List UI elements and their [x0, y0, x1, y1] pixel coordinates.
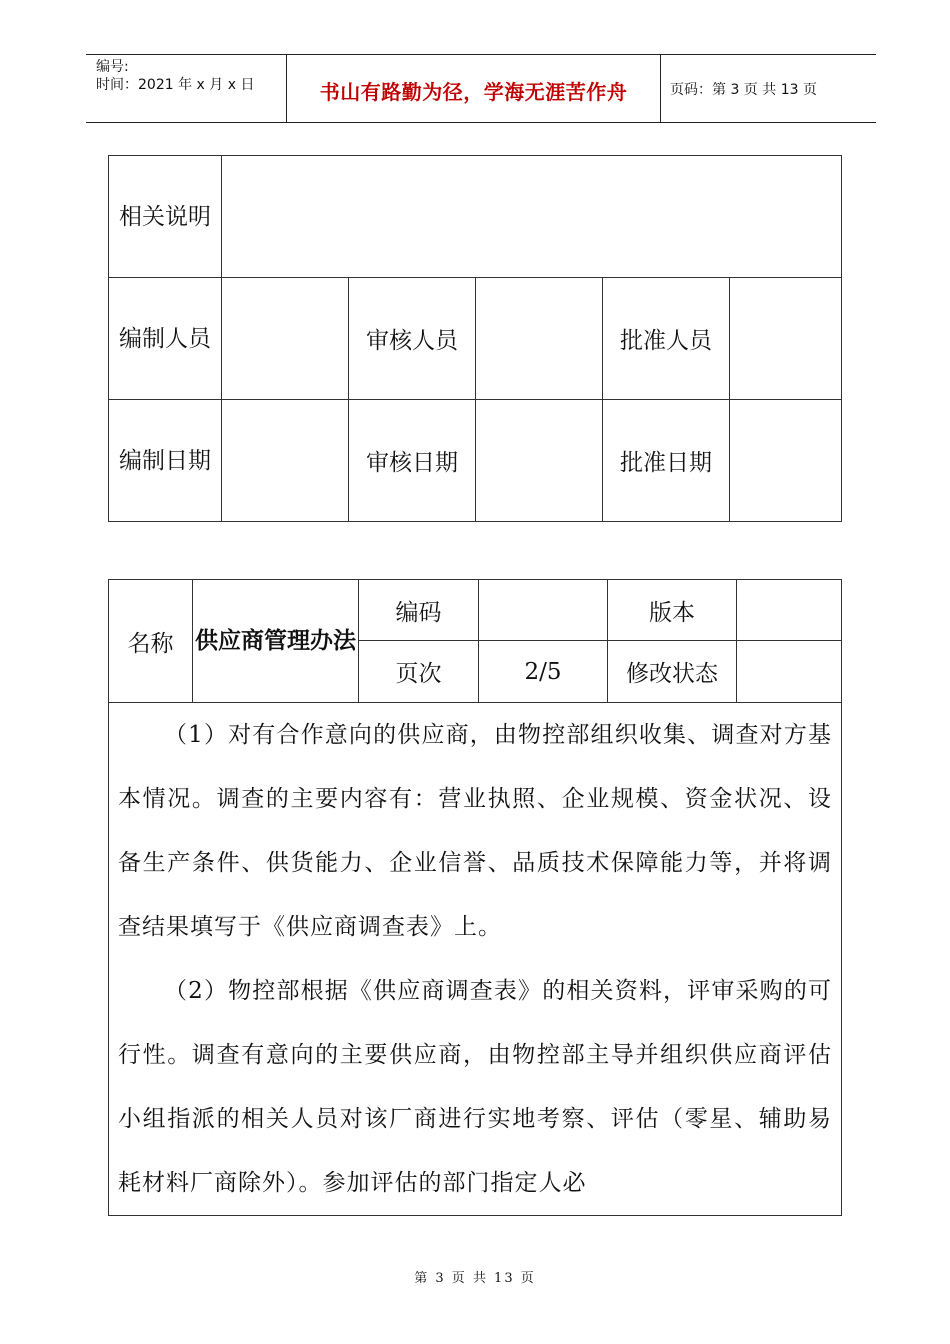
page-label: 页次: [359, 641, 479, 703]
serial-label: 编号:: [96, 59, 129, 75]
compiler-value-cell[interactable]: [222, 278, 349, 400]
revision-value[interactable]: [737, 641, 842, 703]
compiler-label: 编制人员: [119, 325, 211, 352]
name-label: 名称: [109, 580, 193, 703]
header-divider: [660, 54, 661, 122]
review-date-value-cell[interactable]: [476, 400, 603, 522]
compile-date-label: 编制日期: [119, 447, 211, 474]
document-body: [109, 703, 842, 1216]
document-title: 供应商管理办法: [193, 580, 359, 703]
approval-table: [108, 155, 842, 522]
header-motto: 书山有路勤为径，学海无涯苦作舟: [319, 80, 628, 104]
version-value[interactable]: [737, 580, 842, 641]
header-top-rule: [86, 54, 876, 55]
document-table: [108, 579, 842, 1216]
body-paragraph-1: （1）对有合作意向的供应商，由物控部组织收集、调查对方基本情况。调查的主要内容有：营业执照、企业规模、资金状况、设备生产条件、供货能力、企业信誉、品质技术保障能力等，并将调查结果填写于《供应商调查表》上。: [118, 722, 832, 940]
page-footer: 第 3 页 共 13 页: [414, 1271, 536, 1286]
page-value: 2/5: [479, 641, 608, 703]
version-label: 版本: [608, 580, 737, 641]
body-paragraph-2: （2）物控部根据《供应商调查表》的相关资料，评审采购的可行性。调查有意向的主要供应商，由物控部主导并组织供应商评估小组指派的相关人员对该厂商进行实地考察、评估（零星、辅助易耗材料厂商除外）。参加评估的部门指定人必: [118, 978, 832, 1196]
header-meta: [96, 58, 254, 94]
revision-label: 修改状态: [608, 641, 737, 703]
time-label: 时间：2021 年 x 月 x 日: [96, 77, 255, 93]
code-value[interactable]: [479, 580, 608, 641]
compile-date-value-cell[interactable]: [222, 400, 349, 522]
header-bottom-rule: [86, 122, 876, 123]
remark-label-cell: [109, 156, 222, 278]
header-page-info: 页码：第 3 页 共 13 页: [670, 82, 817, 98]
approver-value-cell[interactable]: [730, 278, 842, 400]
code-label: 编码: [359, 580, 479, 641]
compile-date-label-cell: [109, 400, 222, 522]
review-date-label: 审核日期: [349, 400, 476, 522]
approve-date-value-cell[interactable]: [730, 400, 842, 522]
approve-date-label: 批准日期: [603, 400, 730, 522]
reviewer-label: 审核人员: [349, 278, 476, 400]
remark-value-cell[interactable]: [222, 156, 842, 278]
reviewer-value-cell[interactable]: [476, 278, 603, 400]
approver-label: 批准人员: [603, 278, 730, 400]
remark-label: 相关说明: [119, 203, 211, 230]
compiler-label-cell: [109, 278, 222, 400]
